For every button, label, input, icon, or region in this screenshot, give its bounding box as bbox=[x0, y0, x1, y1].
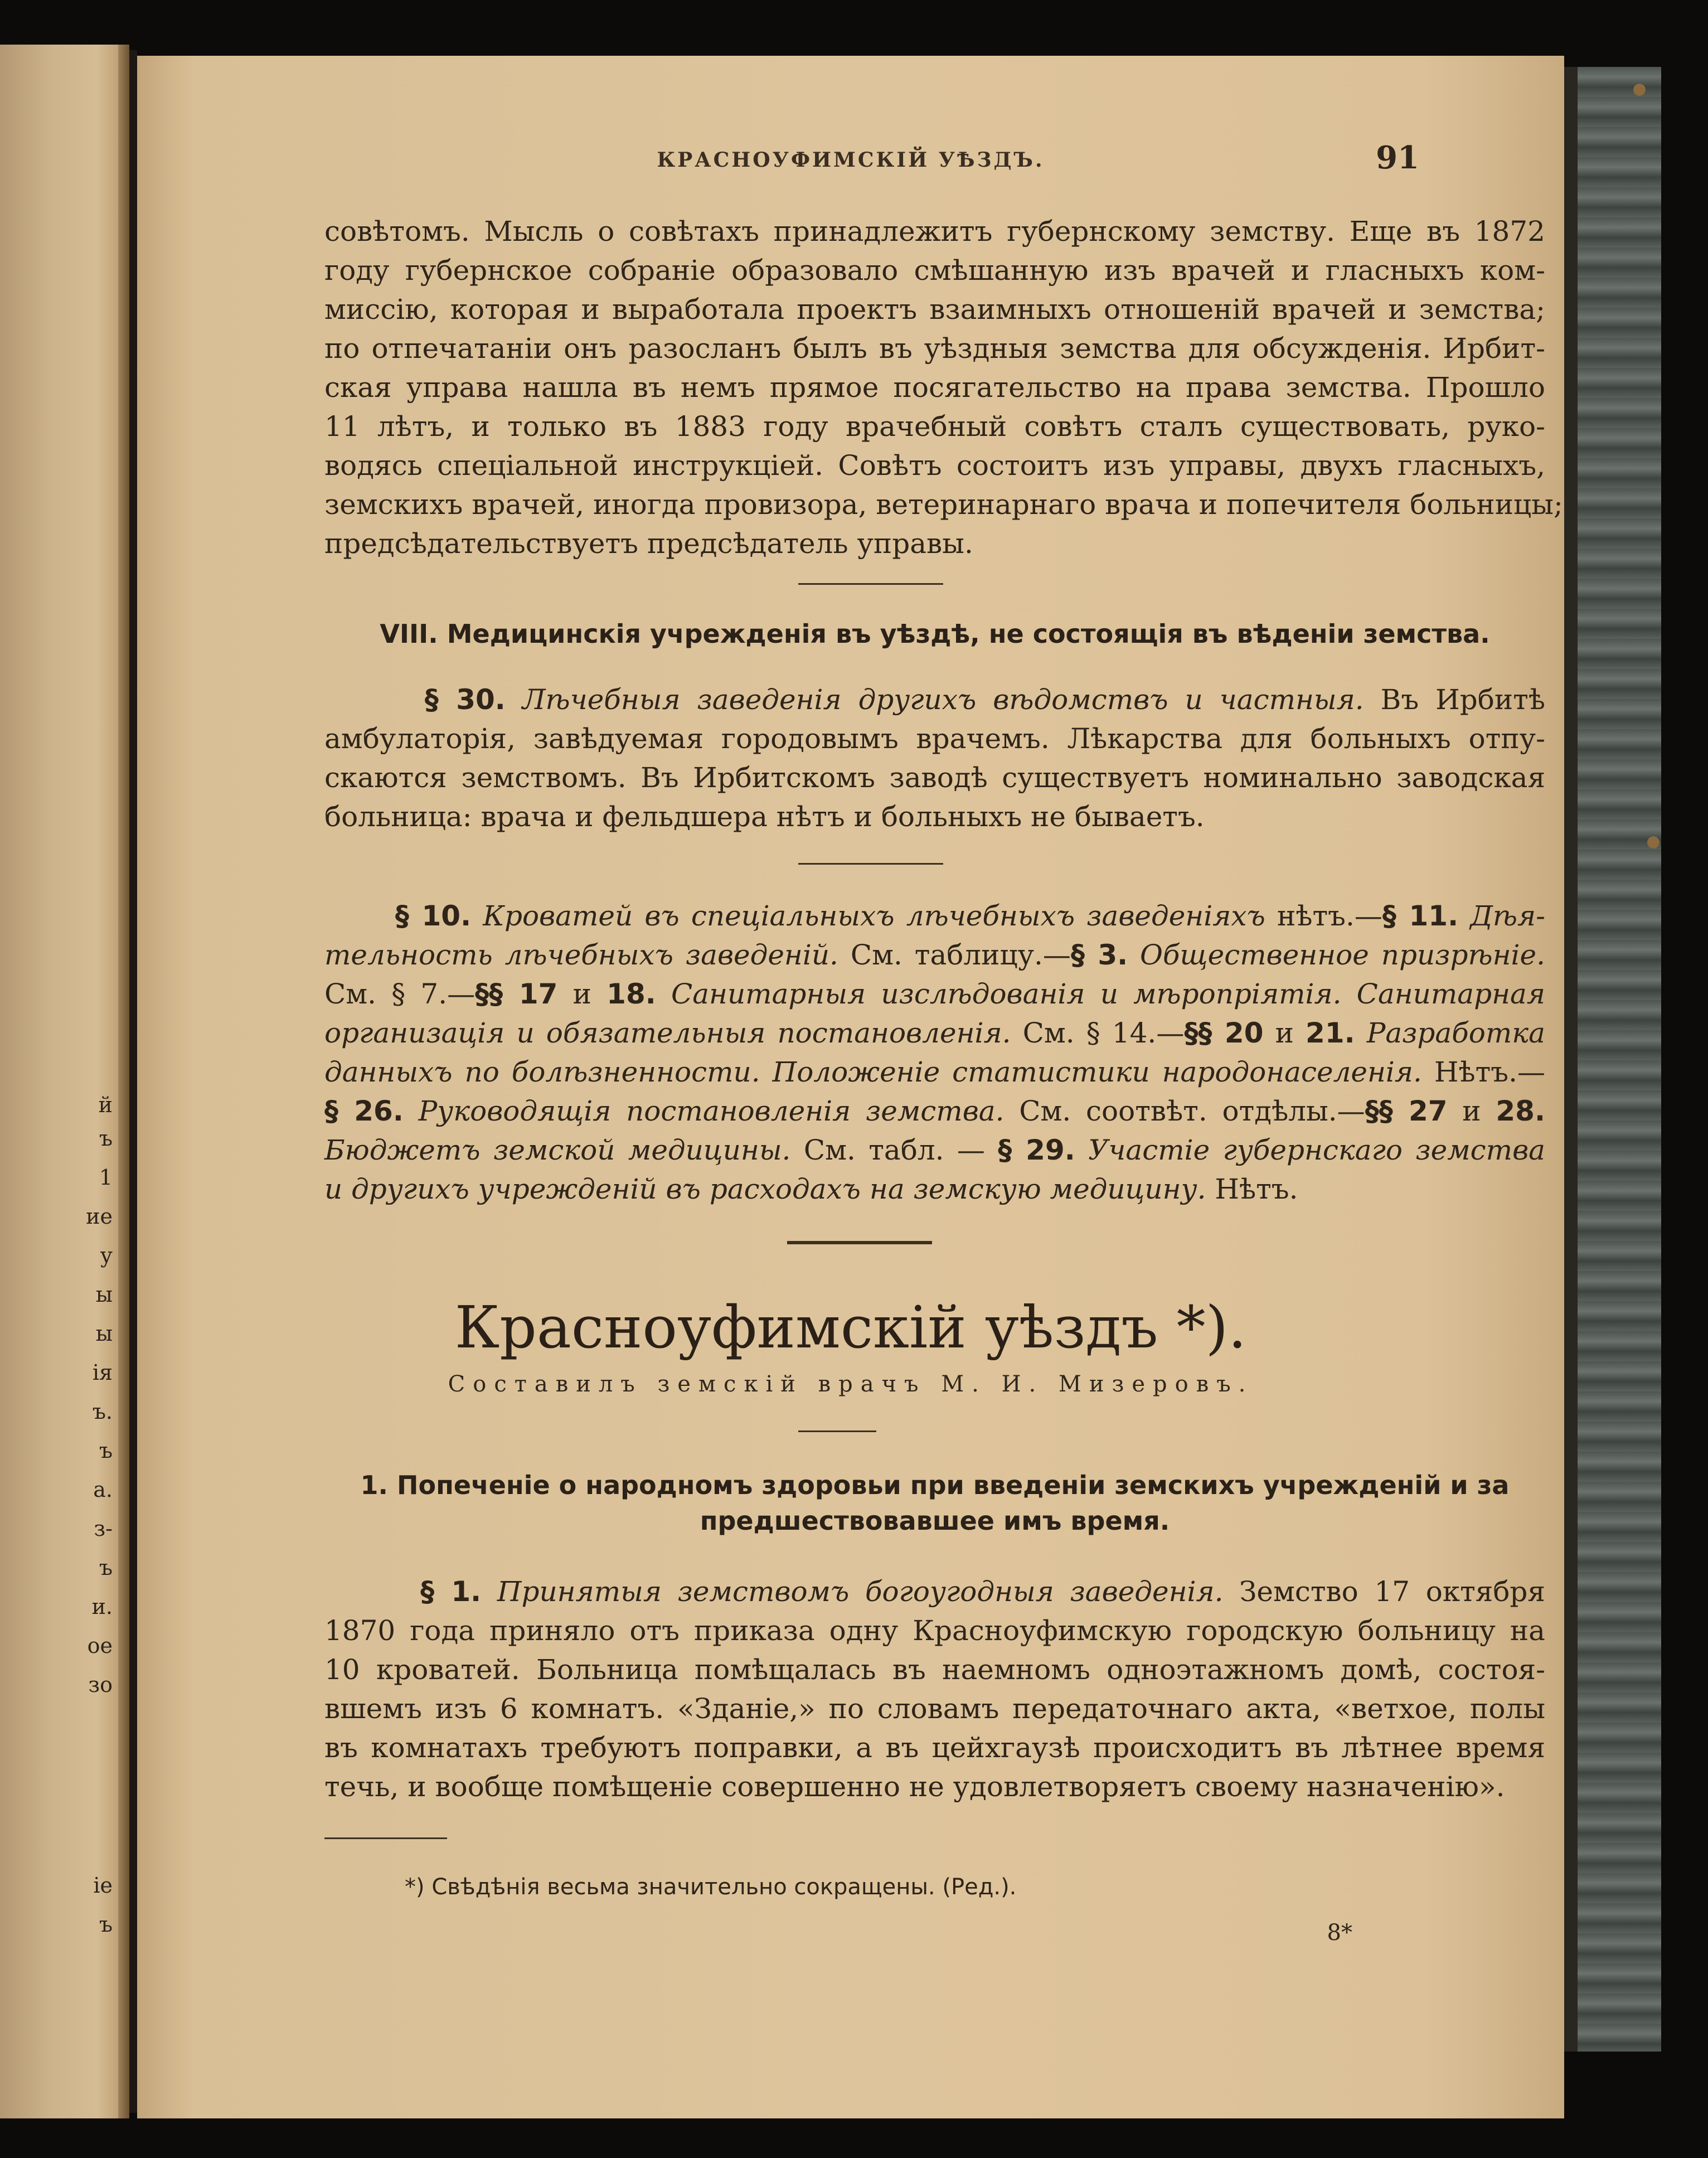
left-fragment: ие bbox=[86, 1204, 113, 1229]
section-title: Бюджетъ земской медицины. bbox=[324, 1134, 791, 1166]
section-number: 18. bbox=[606, 978, 656, 1010]
text-fragment: Нѣтъ. bbox=[1215, 1173, 1298, 1205]
left-page-edge bbox=[118, 45, 129, 2118]
text-line bbox=[324, 1572, 1545, 1611]
left-fragment: ія bbox=[92, 1360, 113, 1385]
section-number: §§ 17 bbox=[475, 978, 558, 1010]
text-line: 10 кроватей. Больница помѣщалась въ наемномъ одноэтажномъ домѣ, состоя- bbox=[324, 1653, 1545, 1686]
section-divider bbox=[798, 1430, 876, 1432]
section-number: § 30. bbox=[424, 683, 506, 716]
text-fragment: См. таблицу.— bbox=[850, 939, 1071, 971]
section-title: тельность лѣчебныхъ заведеній. bbox=[324, 939, 838, 971]
text-line: предсѣдательствуетъ предсѣдатель управы. bbox=[324, 527, 973, 560]
text-line: 11 лѣтъ, и только въ 1883 году врачебный совѣтъ сталъ существовать, руко- bbox=[324, 410, 1545, 443]
left-fragment: 1 bbox=[99, 1165, 113, 1190]
section-title: организація и обязательныя постановленія. bbox=[324, 1017, 1011, 1049]
left-fragment: іе bbox=[93, 1873, 113, 1898]
left-fragment: й bbox=[98, 1093, 113, 1117]
left-fragment: у bbox=[100, 1243, 113, 1268]
text-line: году губернское собраніе образовало смѣшанную изъ врачей и гласныхъ ком- bbox=[324, 254, 1545, 287]
text-line: вшемъ изъ 6 комнатъ. «Зданіе,» по словамъ передаточнаго акта, «ветхое, полы bbox=[324, 1693, 1545, 1725]
section-title: Руководящія постановленія земства. bbox=[418, 1095, 1005, 1127]
section-divider bbox=[798, 863, 943, 865]
section-number: §§ 27 bbox=[1365, 1095, 1448, 1127]
author-byline: Составилъ земскій врачъ М. И. Мизеровъ. bbox=[448, 1371, 1254, 1397]
section-number: 28. bbox=[1496, 1095, 1545, 1127]
heading-line: предшествовавшее имъ время. bbox=[700, 1506, 1170, 1536]
text-line: въ комнатахъ требуютъ поправки, а въ цейхгаузѣ происходитъ въ лѣтнее время bbox=[324, 1732, 1545, 1764]
section-title: и другихъ учрежденій въ расходахъ на земскую медицину. bbox=[324, 1173, 1206, 1205]
text-line bbox=[324, 680, 1545, 719]
book-gutter bbox=[129, 50, 137, 2113]
section-title: Общественное призрѣніе. bbox=[1140, 939, 1545, 971]
section-number: §§ 20 bbox=[1184, 1017, 1264, 1049]
section-title: Кроватей въ спеціальныхъ лѣчебныхъ заведеніяхъ bbox=[483, 900, 1265, 932]
text-line: скаются земствомъ. Въ Ирбитскомъ заводѣ существуетъ номинально заводская bbox=[324, 762, 1545, 794]
text-line bbox=[324, 1170, 1545, 1209]
text-line: миссію, которая и выработала проектъ взаимныхъ отношеній врачей и земства; bbox=[324, 293, 1545, 326]
left-fragment: ы bbox=[95, 1321, 113, 1346]
left-fragment: ое bbox=[87, 1633, 113, 1658]
text-line bbox=[324, 1092, 1545, 1131]
text-fragment: См. § 14.— bbox=[1022, 1017, 1185, 1049]
section-divider-thick bbox=[787, 1241, 932, 1244]
left-fragment: ъ bbox=[99, 1438, 113, 1463]
left-page bbox=[0, 45, 129, 2118]
section-number: § 26. bbox=[324, 1095, 404, 1127]
cover-stain bbox=[1647, 836, 1660, 848]
section-number: 21. bbox=[1306, 1017, 1355, 1049]
section-1-heading bbox=[324, 1467, 1545, 1539]
left-fragment: ъ bbox=[99, 1912, 113, 1937]
running-head: КРАСНОУФИМСКІЙ УѢЗДЪ. bbox=[657, 148, 1045, 172]
heading-line: 1. Попеченіе о народномъ здоровьи при введеніи земскихъ учрежденій и за bbox=[360, 1470, 1510, 1500]
section-title: Участіе губернскаго земства bbox=[1088, 1134, 1545, 1166]
section-number: § 10. bbox=[395, 900, 472, 932]
book-cover-edge bbox=[1564, 67, 1578, 2052]
paragraph-s1 bbox=[324, 1572, 1545, 1806]
section-number: § 29. bbox=[998, 1134, 1075, 1166]
text-fragment: и bbox=[1275, 1017, 1294, 1049]
text-fragment: См. табл. — bbox=[803, 1134, 985, 1166]
section-number: § 11. bbox=[1382, 900, 1459, 932]
text-fragment: См. соотвѣт. отдѣлы.— bbox=[1019, 1095, 1365, 1127]
text-fragment: и bbox=[1462, 1095, 1481, 1127]
left-fragment: ъ bbox=[99, 1555, 113, 1580]
left-fragment: и. bbox=[91, 1594, 113, 1619]
text-fragment: и bbox=[572, 978, 591, 1010]
signature-mark: 8* bbox=[1327, 1920, 1352, 1946]
chapter-title: Красноуфимскій уѣздъ *). bbox=[454, 1293, 1247, 1361]
text-line bbox=[324, 1131, 1545, 1170]
text-line: совѣтомъ. Мысль о совѣтахъ принадлежитъ губернскому земству. Еще въ 1872 bbox=[324, 215, 1545, 248]
page-number: 91 bbox=[1376, 139, 1419, 176]
section-title: Принятыя земствомъ богоугодныя заведенія. bbox=[497, 1575, 1224, 1608]
book-cover-marbled bbox=[1564, 67, 1661, 2052]
left-fragment: ъ bbox=[99, 1126, 113, 1151]
section-divider bbox=[798, 583, 943, 585]
text-fragment: Земство 17 октября bbox=[1239, 1575, 1545, 1608]
text-fragment: Нѣтъ.— bbox=[1434, 1056, 1545, 1088]
left-fragment: з- bbox=[94, 1516, 113, 1541]
text-line: по отпечатаніи онъ разосланъ былъ въ уѣздныя земства для обсужденія. Ирбит- bbox=[324, 332, 1545, 365]
text-fragment: Въ Ирбитѣ bbox=[1380, 683, 1545, 716]
text-line: ская управа нашла въ немъ прямое посягательство на права земства. Прошло bbox=[324, 371, 1545, 404]
paragraph-s30 bbox=[324, 680, 1545, 836]
section-title: Разработка bbox=[1366, 1017, 1545, 1049]
section-number: § 1. bbox=[420, 1575, 482, 1608]
cover-stain bbox=[1633, 84, 1646, 96]
left-fragment: зо bbox=[88, 1672, 113, 1697]
left-fragment: ъ. bbox=[92, 1399, 113, 1424]
text-line bbox=[324, 935, 1545, 974]
paragraph-council bbox=[324, 212, 1563, 563]
section-title: Дѣя- bbox=[1470, 900, 1545, 932]
section-8-heading: VIII. Медицинскія учрежденія въ уѣздѣ, не состоящія въ вѣденіи земства. bbox=[380, 619, 1490, 649]
left-fragment: а. bbox=[93, 1477, 113, 1502]
book-page bbox=[137, 56, 1564, 2118]
text-line: больница: врача и фельдшера нѣтъ и больныхъ не бываетъ. bbox=[324, 801, 1205, 833]
footnote: *) Свѣдѣнія весьма значительно сокращены. (Ред.). bbox=[405, 1874, 1017, 1900]
text-line: 1870 года приняло отъ приказа одну Красноуфимскую городскую больницу на bbox=[324, 1614, 1545, 1647]
text-line: течь, и вообще помѣщеніе совершенно не удовлетворяетъ своему назначенію». bbox=[324, 1771, 1505, 1803]
section-title: данныхъ по болѣзненности. Положеніе статистики народонаселенія. bbox=[324, 1056, 1422, 1088]
section-title: Санитарныя изслѣдованія и мѣропріятія. Санитарная bbox=[671, 978, 1545, 1010]
text-fragment: См. § 7.— bbox=[324, 978, 475, 1010]
text-line: земскихъ врачей, иногда провизора, ветеринарнаго врача и попечителя больницы; bbox=[324, 488, 1563, 521]
text-line: амбулаторія, завѣдуемая городовымъ врачемъ. Лѣкарства для больныхъ отпу- bbox=[324, 722, 1545, 755]
text-line bbox=[324, 896, 1545, 935]
text-line bbox=[324, 1053, 1545, 1092]
left-fragment: ы bbox=[95, 1282, 113, 1307]
paragraph-references bbox=[324, 896, 1545, 1209]
text-fragment: нѣтъ.— bbox=[1277, 900, 1382, 932]
text-line bbox=[324, 974, 1545, 1013]
section-number: § 3. bbox=[1070, 939, 1128, 971]
text-line: водясь спеціальной инструкціей. Совѣтъ состоитъ изъ управы, двухъ гласныхъ, bbox=[324, 449, 1545, 482]
section-title: Лѣчебныя заведенія другихъ вѣдомствъ и частныя. bbox=[522, 683, 1364, 716]
text-line bbox=[324, 1013, 1545, 1053]
footnote-rule bbox=[324, 1837, 447, 1839]
